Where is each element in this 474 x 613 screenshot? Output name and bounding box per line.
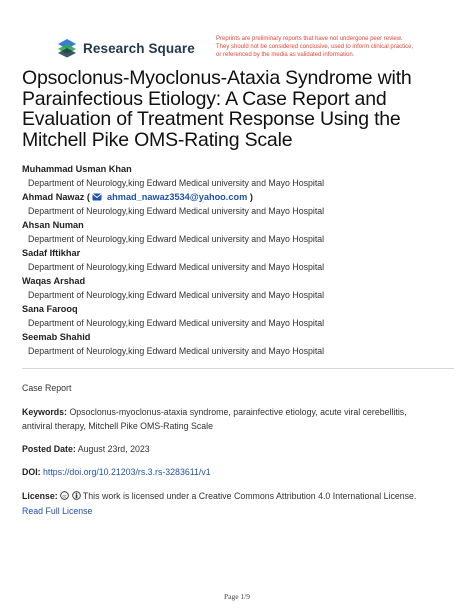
email-close-paren: ) xyxy=(249,192,253,202)
preprint-disclaimer xyxy=(216,35,431,60)
article-type: Case Report xyxy=(22,383,72,393)
research-square-logo[interactable] xyxy=(56,37,195,59)
author-name: Seemab Shahid xyxy=(22,332,91,342)
page-header xyxy=(56,37,436,63)
author-name: Ahmad Nawaz xyxy=(22,192,85,202)
author-list xyxy=(22,163,462,359)
keywords-line: antiviral therapy, Mitchell Pike OMS-Rating Scale xyxy=(22,420,213,431)
keywords-label: Keywords: xyxy=(22,407,67,417)
author-affiliation: Department of Neurology,king Edward Medical university and Mayo Hospital xyxy=(28,262,325,272)
author-affiliation: Department of Neurology,king Edward Medical university and Mayo Hospital xyxy=(28,178,325,188)
doi-link[interactable]: https://doi.org/10.21203/rs.3.rs-3283611/v1 xyxy=(43,467,211,477)
doi-row xyxy=(22,466,452,480)
author-name: Ahsan Numan xyxy=(22,220,84,230)
paper-title: Opsoclonus-Myoclonus-Ataxia Syndrome with Parainfectious Etiology: A Case Report and Evaluation of Treatment Response Using the Mitchell Pike OMS-Rating Scale xyxy=(22,67,412,151)
author-name: Waqas Arshad xyxy=(22,276,86,286)
disclaimer-line: Preprints are preliminary reports that have not undergone peer review. xyxy=(216,36,403,42)
author-affiliation: Department of Neurology,king Edward Medical university and Mayo Hospital xyxy=(28,346,325,356)
author-affiliation: Department of Neurology,king Edward Medical university and Mayo Hospital xyxy=(28,206,325,216)
disclaimer-line: or referenced by the media as validated information. xyxy=(216,52,355,59)
posted-date-value: August 23rd, 2023 xyxy=(77,444,150,454)
license-block xyxy=(22,490,452,518)
author-affiliation: Department of Neurology,king Edward Medical university and Mayo Hospital xyxy=(28,234,325,244)
svg-text:cc: cc xyxy=(62,493,67,499)
disclaimer-line: They should not be considered conclusive, used to inform clinical practice, xyxy=(216,44,414,51)
logo-text: Research Square xyxy=(83,40,195,56)
author-affiliation: Department of Neurology,king Edward Medical university and Mayo Hospital xyxy=(28,290,325,300)
page-number: Page 1/9 xyxy=(223,592,251,601)
keywords-line: Opsoclonus-myoclonus-ataxia syndrome, parainfective etiology, acute viral cerebellitis, xyxy=(69,407,407,417)
posted-date-label: Posted Date: xyxy=(22,444,76,454)
author-name: Muhammad Usman Khan xyxy=(22,164,132,174)
doi-label: DOI: xyxy=(22,467,41,477)
author-email-link[interactable]: ahmad_nawaz3534@yahoo.com xyxy=(107,192,248,202)
read-full-license-link[interactable]: Read Full License xyxy=(22,505,93,516)
author-affiliation: Department of Neurology,king Edward Medical university and Mayo Hospital xyxy=(28,318,325,328)
attribution-icon xyxy=(72,491,81,505)
author-name-with-email xyxy=(22,191,462,204)
email-open-paren: ( xyxy=(86,192,90,202)
section-divider xyxy=(22,368,454,369)
author-name: Sadaf Iftikhar xyxy=(22,248,81,258)
author-name: Sana Farooq xyxy=(22,304,78,314)
creative-commons-icon xyxy=(60,491,69,505)
license-text: This work is licensed under a Creative Commons Attribution 4.0 International License. xyxy=(82,491,417,501)
keywords-block xyxy=(22,406,452,433)
research-square-logo-icon xyxy=(56,38,78,58)
posted-date xyxy=(22,443,452,457)
license-label: License: xyxy=(22,491,58,501)
